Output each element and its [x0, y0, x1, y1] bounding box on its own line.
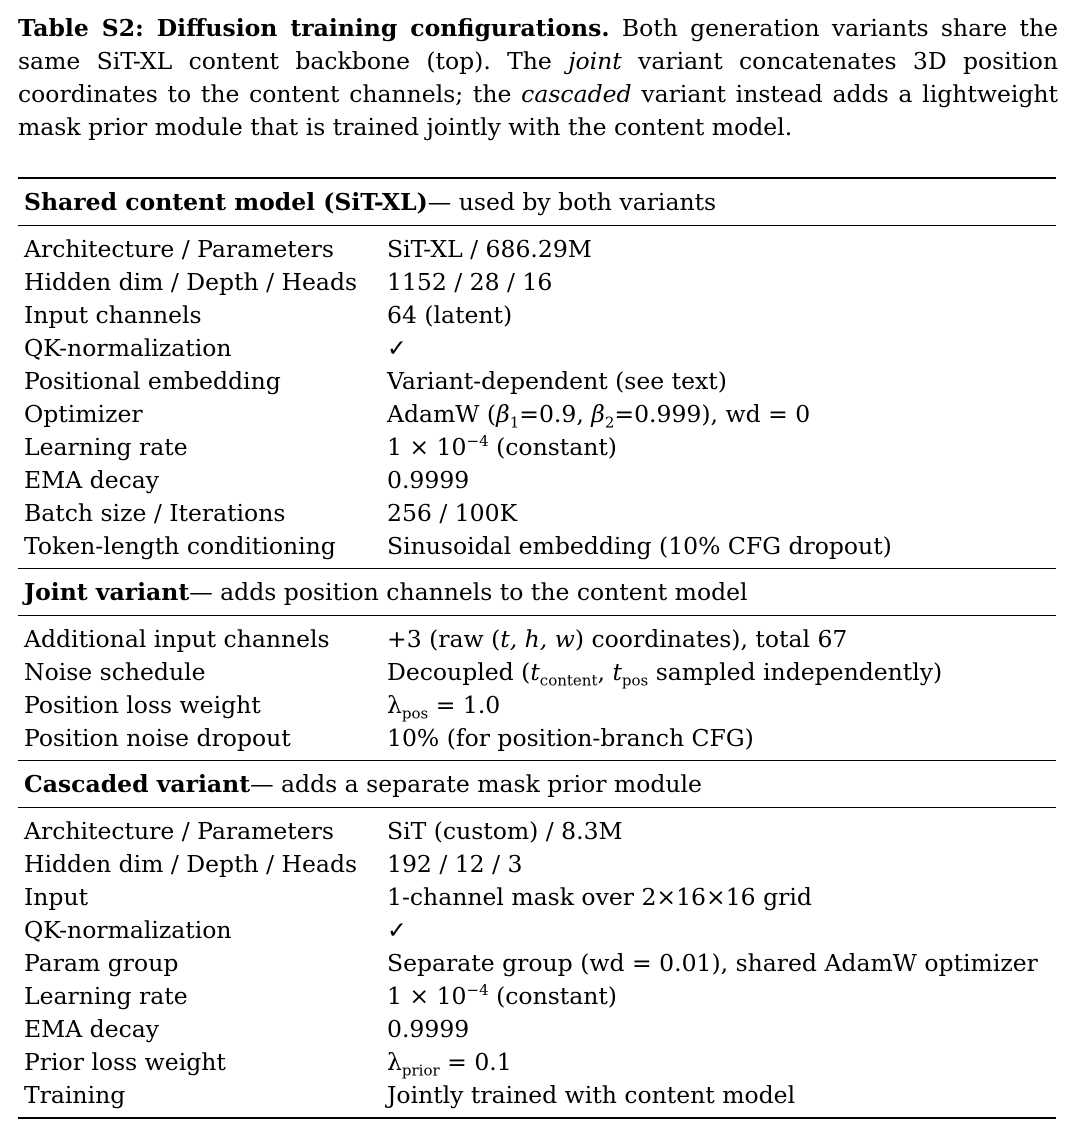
- row-value: +3 (raw (t, h, w) coordinates), total 67: [387, 624, 848, 653]
- table-row: [18, 463, 1056, 496]
- row-key: Hidden dim / Depth / Heads: [24, 267, 358, 296]
- row-value: 0.9999: [387, 465, 470, 494]
- caption-text: variant instead adds a lightweight mask prior module that is trained jointly with the content model.: [18, 80, 1058, 141]
- table-row: [18, 529, 1056, 562]
- row-key: Hidden dim / Depth / Heads: [24, 849, 358, 878]
- section-title: Joint variant: [24, 578, 190, 606]
- row-key: Param group: [24, 948, 179, 977]
- section-subtitle: — adds position channels to the content model: [189, 578, 748, 606]
- row-key: Positional embedding: [24, 366, 281, 395]
- row-value: 1-channel mask over 2×16×16 grid: [387, 882, 812, 911]
- table-row: [18, 946, 1056, 979]
- section-header-cascaded: [18, 761, 1056, 807]
- bottom-rule: [18, 1117, 1056, 1119]
- table-row: [18, 1045, 1056, 1078]
- section-rows-shared: [18, 226, 1056, 568]
- table-row: [18, 298, 1056, 331]
- caption-cascaded-word: cascaded: [521, 80, 632, 108]
- table-row: [18, 721, 1056, 754]
- table-row: [18, 331, 1056, 364]
- table-row: [18, 622, 1056, 655]
- table-row: [18, 1078, 1056, 1111]
- row-value: $1 \times 10^{-4}$ (constant): [387, 431, 617, 461]
- table-row: [18, 688, 1056, 721]
- section-subtitle: — used by both variants: [427, 188, 717, 216]
- row-key: Token-length conditioning: [24, 531, 336, 560]
- table-row: [18, 847, 1056, 880]
- row-value: SiT-XL / 686.29M: [387, 234, 592, 263]
- table-row: [18, 430, 1056, 463]
- row-key: EMA decay: [24, 465, 160, 494]
- row-key: Noise schedule: [24, 657, 206, 686]
- row-key: Architecture / Parameters: [24, 234, 334, 263]
- row-value: Variant-dependent (see text): [387, 366, 727, 395]
- row-value: $\lambda_{pos} = 1.0$: [387, 690, 501, 723]
- table-caption: [18, 12, 1058, 144]
- row-key: Training: [24, 1080, 126, 1109]
- row-key: Input: [24, 882, 89, 911]
- section-subtitle: — adds a separate mask prior module: [250, 770, 702, 798]
- table-row: [18, 265, 1056, 298]
- row-value: Decoupled ($t_{content}$, $t_{pos}$ sampled independently): [387, 657, 943, 690]
- row-key: Learning rate: [24, 432, 188, 461]
- row-key: Position loss weight: [24, 690, 261, 719]
- row-value: 64 (latent): [387, 300, 513, 329]
- row-value: Separate group (wd = 0.01), shared AdamW optimizer: [387, 948, 1038, 977]
- row-value: AdamW ($\beta_1=0.9$, $\beta_2=0.999$), wd = 0: [387, 399, 811, 432]
- row-key: Prior loss weight: [24, 1047, 226, 1076]
- row-key: Additional input channels: [24, 624, 330, 653]
- caption-text: variant concatenates 3D position coordinates to the content channels; the: [18, 47, 1058, 108]
- row-key: EMA decay: [24, 1014, 160, 1043]
- row-key: Optimizer: [24, 399, 143, 428]
- row-value: Sinusoidal embedding (10% CFG dropout): [387, 531, 892, 560]
- table-row: [18, 232, 1056, 265]
- section-rows-cascaded: [18, 808, 1056, 1117]
- table-row: [18, 364, 1056, 397]
- table-row: [18, 496, 1056, 529]
- row-value: SiT (custom) / 8.3M: [387, 816, 623, 845]
- row-value: $\lambda_{prior} = 0.1$: [387, 1047, 512, 1080]
- caption-text: Both generation variants share the same SiT-XL content backbone (top). The: [18, 14, 1058, 75]
- row-value: $1 \times 10^{-4}$ (constant): [387, 980, 617, 1010]
- table-row: [18, 397, 1056, 430]
- checkmark-icon: ✓: [387, 333, 407, 362]
- row-key: Architecture / Parameters: [24, 816, 334, 845]
- row-value: 192 / 12 / 3: [387, 849, 523, 878]
- section-header-joint: [18, 569, 1056, 615]
- row-key: QK-normalization: [24, 915, 232, 944]
- row-value: 256 / 100K: [387, 498, 518, 527]
- section-title: Shared content model (SiT-XL): [24, 188, 428, 216]
- section-title: Cascaded variant: [24, 770, 251, 798]
- table-row: [18, 979, 1056, 1012]
- caption-joint-word: joint: [568, 47, 622, 75]
- row-value: 0.9999: [387, 1014, 470, 1043]
- table-row: [18, 880, 1056, 913]
- table-row: [18, 1012, 1056, 1045]
- config-table: [18, 177, 1056, 1119]
- row-key: Batch size / Iterations: [24, 498, 286, 527]
- row-value: 1152 / 28 / 16: [387, 267, 553, 296]
- table-row: [18, 913, 1056, 946]
- table-row: [18, 814, 1056, 847]
- table-row: [18, 655, 1056, 688]
- row-key: Position noise dropout: [24, 723, 291, 752]
- row-key: Learning rate: [24, 981, 188, 1010]
- section-rows-joint: [18, 616, 1056, 760]
- section-header-shared: [18, 179, 1056, 225]
- row-key: QK-normalization: [24, 333, 232, 362]
- checkmark-icon: ✓: [387, 915, 407, 944]
- row-key: Input channels: [24, 300, 202, 329]
- caption-label: Table S2: Diffusion training configurations.: [18, 14, 610, 42]
- row-value: 10% (for position-branch CFG): [387, 723, 754, 752]
- row-value: Jointly trained with content model: [387, 1080, 796, 1109]
